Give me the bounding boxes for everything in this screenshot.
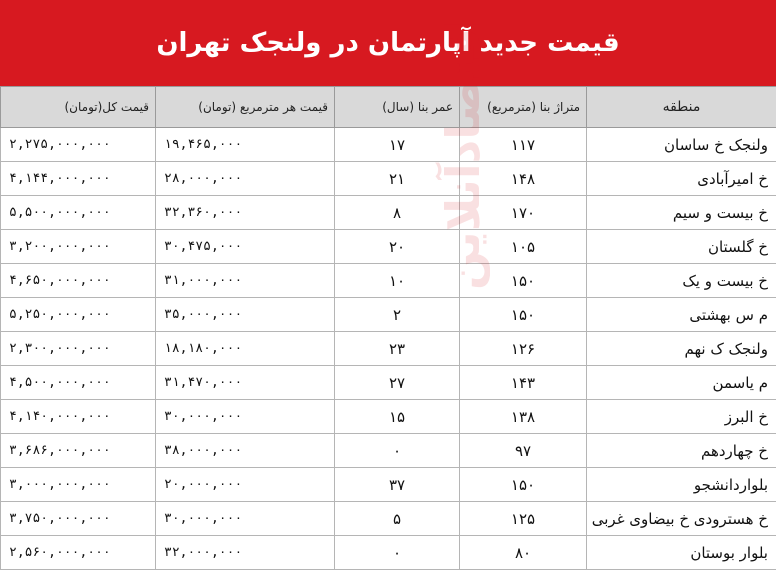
cell-age: ۱۰ — [335, 264, 460, 298]
cell-region: بلوار بوستان — [587, 536, 776, 570]
cell-age: ۲۷ — [335, 366, 460, 400]
header-price-per-meter: قیمت هر مترمربع (تومان) — [156, 87, 335, 128]
cell-area: ۱۵۰ — [460, 298, 587, 332]
cell-area: ۱۳۸ — [460, 400, 587, 434]
table-header-row — [1, 87, 776, 128]
cell-region: م یاسمن — [587, 366, 776, 400]
header-age: عمر بنا (سال) — [335, 87, 460, 128]
cell-age: ۲ — [335, 298, 460, 332]
cell-price-per-meter: ۳۲,۳۶۰,۰۰۰ — [156, 196, 335, 230]
cell-age: ۰ — [335, 536, 460, 570]
cell-age: ۲۳ — [335, 332, 460, 366]
cell-region: خ بیست و یک — [587, 264, 776, 298]
header-region: منطقه — [587, 87, 776, 128]
cell-price-per-meter: ۳۱,۰۰۰,۰۰۰ — [156, 264, 335, 298]
price-table — [0, 86, 776, 570]
cell-region: خ بیست و سیم — [587, 196, 776, 230]
cell-total-price: ۵,۵۰۰,۰۰۰,۰۰۰ — [1, 196, 156, 230]
cell-region: بلواردانشجو — [587, 468, 776, 502]
cell-age: ۲۱ — [335, 162, 460, 196]
cell-total-price: ۳,۷۵۰,۰۰۰,۰۰۰ — [1, 502, 156, 536]
cell-region: ولنجک خ ساسان — [587, 128, 776, 162]
table-row — [1, 162, 776, 196]
cell-total-price: ۲,۲۷۵,۰۰۰,۰۰۰ — [1, 128, 156, 162]
table-row — [1, 230, 776, 264]
cell-area: ۱۲۵ — [460, 502, 587, 536]
cell-age: ۲۰ — [335, 230, 460, 264]
cell-total-price: ۴,۱۴۴,۰۰۰,۰۰۰ — [1, 162, 156, 196]
cell-region: خ چهاردهم — [587, 434, 776, 468]
cell-price-per-meter: ۱۸,۱۸۰,۰۰۰ — [156, 332, 335, 366]
header-area: متراژ بنا (مترمربع) — [460, 87, 587, 128]
cell-price-per-meter: ۲۰,۰۰۰,۰۰۰ — [156, 468, 335, 502]
cell-price-per-meter: ۳۱,۴۷۰,۰۰۰ — [156, 366, 335, 400]
cell-price-per-meter: ۳۰,۰۰۰,۰۰۰ — [156, 400, 335, 434]
cell-price-per-meter: ۳۲,۰۰۰,۰۰۰ — [156, 536, 335, 570]
cell-area: ۱۰۵ — [460, 230, 587, 264]
title-banner — [0, 0, 776, 86]
cell-area: ۱۷۰ — [460, 196, 587, 230]
cell-price-per-meter: ۱۹,۴۶۵,۰۰۰ — [156, 128, 335, 162]
cell-area: ۸۰ — [460, 536, 587, 570]
table-row — [1, 128, 776, 162]
cell-price-per-meter: ۳۵,۰۰۰,۰۰۰ — [156, 298, 335, 332]
cell-total-price: ۴,۶۵۰,۰۰۰,۰۰۰ — [1, 264, 156, 298]
cell-total-price: ۳,۰۰۰,۰۰۰,۰۰۰ — [1, 468, 156, 502]
cell-area: ۱۴۸ — [460, 162, 587, 196]
table-row — [1, 298, 776, 332]
cell-area: ۱۱۷ — [460, 128, 587, 162]
cell-total-price: ۲,۳۰۰,۰۰۰,۰۰۰ — [1, 332, 156, 366]
cell-price-per-meter: ۳۰,۴۷۵,۰۰۰ — [156, 230, 335, 264]
cell-age: ۰ — [335, 434, 460, 468]
cell-area: ۱۵۰ — [460, 264, 587, 298]
table-row — [1, 502, 776, 536]
table-row — [1, 468, 776, 502]
cell-region: خ گلستان — [587, 230, 776, 264]
table-row — [1, 536, 776, 570]
cell-age: ۳۷ — [335, 468, 460, 502]
cell-region: خ البرز — [587, 400, 776, 434]
price-table-container — [0, 86, 776, 566]
cell-area: ۹۷ — [460, 434, 587, 468]
cell-region: خ امیرآبادی — [587, 162, 776, 196]
table-row — [1, 196, 776, 230]
cell-total-price: ۲,۵۶۰,۰۰۰,۰۰۰ — [1, 536, 156, 570]
cell-total-price: ۴,۱۴۰,۰۰۰,۰۰۰ — [1, 400, 156, 434]
watermark-text: اقتصادآنلاین — [436, 12, 490, 290]
table-row — [1, 400, 776, 434]
header-total-price: قیمت کل(تومان) — [1, 87, 156, 128]
cell-total-price: ۳,۲۰۰,۰۰۰,۰۰۰ — [1, 230, 156, 264]
cell-price-per-meter: ۳۸,۰۰۰,۰۰۰ — [156, 434, 335, 468]
cell-region: م س بهشتی — [587, 298, 776, 332]
cell-age: ۸ — [335, 196, 460, 230]
table-row — [1, 366, 776, 400]
cell-area: ۱۴۳ — [460, 366, 587, 400]
cell-region: خ هسترودی خ بیضاوی غربی — [587, 502, 776, 536]
cell-area: ۱۲۶ — [460, 332, 587, 366]
cell-area: ۱۵۰ — [460, 468, 587, 502]
table-row — [1, 332, 776, 366]
cell-age: ۱۵ — [335, 400, 460, 434]
table-row — [1, 264, 776, 298]
page-title: قیمت جدید آپارتمان در ولنجک تهران — [156, 28, 619, 58]
table-row — [1, 434, 776, 468]
cell-total-price: ۵,۲۵۰,۰۰۰,۰۰۰ — [1, 298, 156, 332]
cell-region: ولنجک ک نهم — [587, 332, 776, 366]
cell-price-per-meter: ۳۰,۰۰۰,۰۰۰ — [156, 502, 335, 536]
cell-age: ۱۷ — [335, 128, 460, 162]
cell-total-price: ۴,۵۰۰,۰۰۰,۰۰۰ — [1, 366, 156, 400]
cell-total-price: ۳,۶۸۶,۰۰۰,۰۰۰ — [1, 434, 156, 468]
cell-price-per-meter: ۲۸,۰۰۰,۰۰۰ — [156, 162, 335, 196]
cell-age: ۵ — [335, 502, 460, 536]
